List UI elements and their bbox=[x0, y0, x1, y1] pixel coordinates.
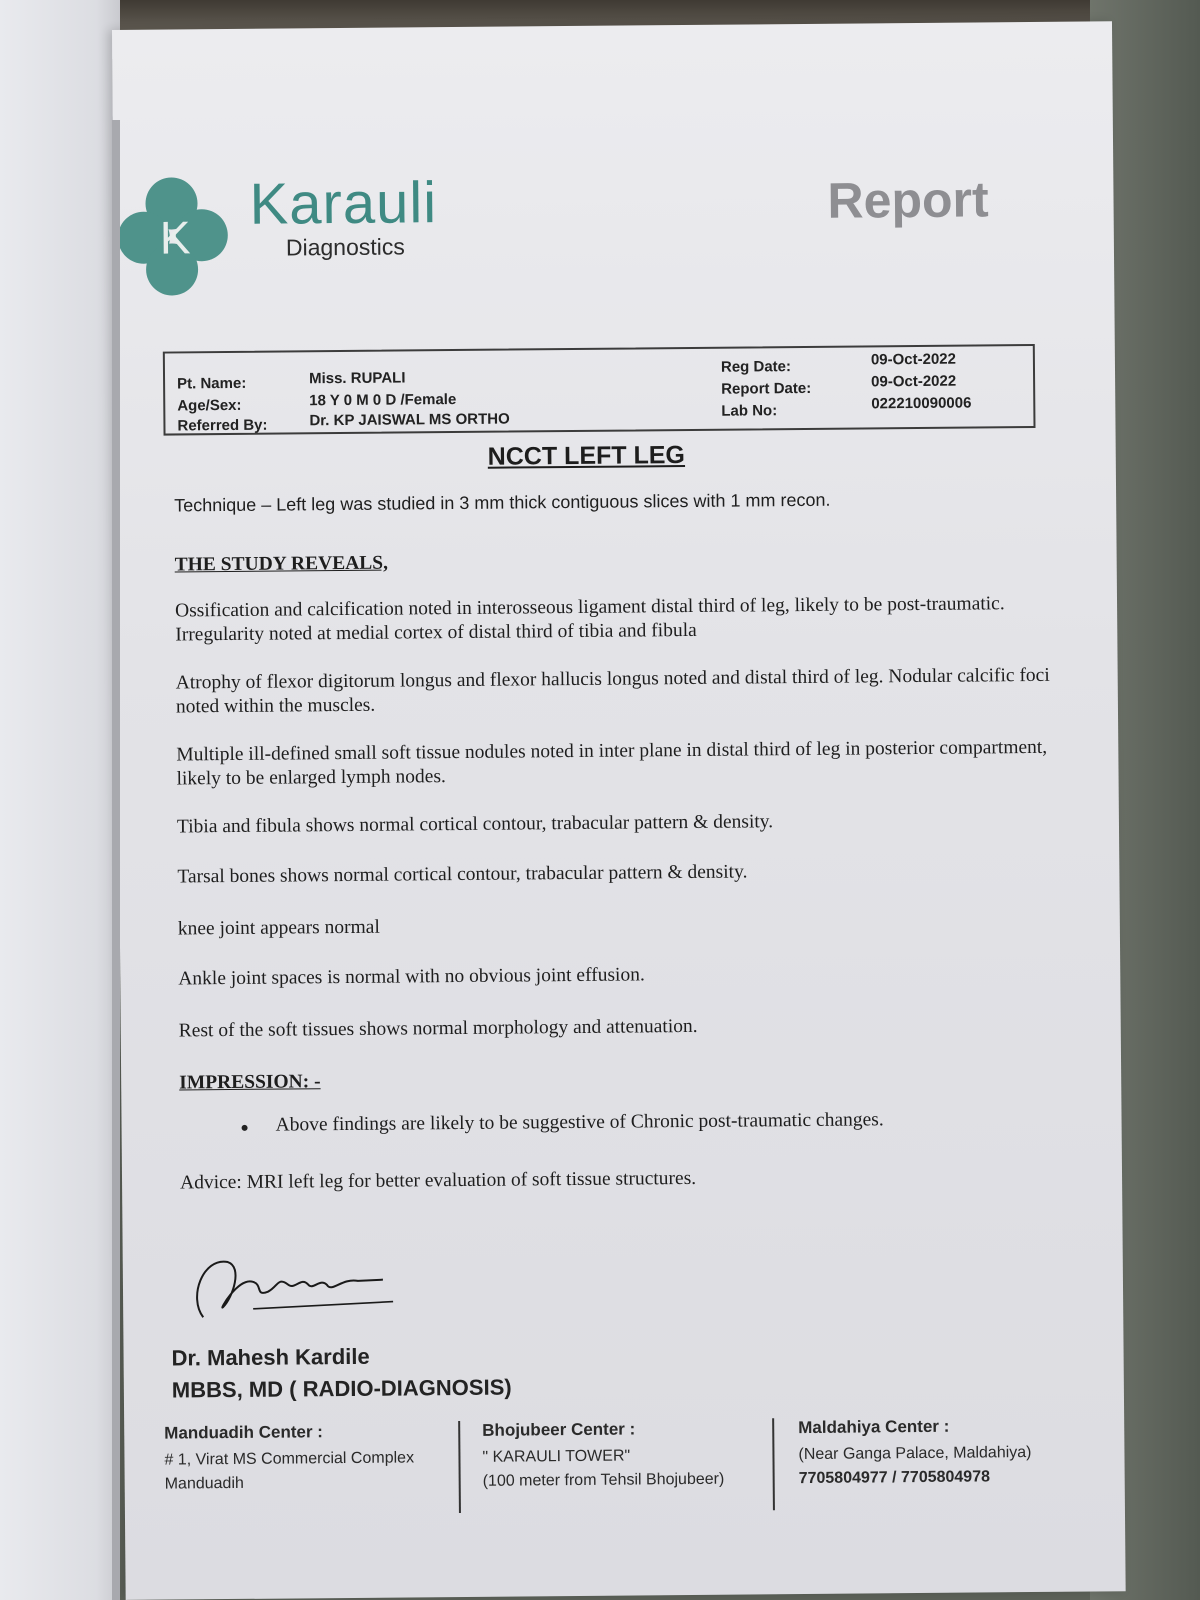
finding-1: Ossification and calcification noted in interosseous ligament distal third of leg, likely to be post-traumatic. Irregularity noted at medial cortex of distal third of tibia and fibula bbox=[174, 593, 1005, 646]
underlying-page bbox=[0, 0, 120, 1600]
patient-info-box bbox=[163, 344, 1036, 436]
finding-6: knee joint appears normal bbox=[177, 916, 380, 940]
center-line: # 1, Virat MS Commercial Complex bbox=[164, 1449, 415, 1469]
center-line: " KARAULI TOWER" bbox=[482, 1447, 631, 1466]
center-title: Manduadih Center : bbox=[164, 1422, 323, 1443]
finding-2: Atrophy of flexor digitorum longus and flexor hallucis longus noted and distal third of leg. Nodular calcific foci noted within the muscles. bbox=[175, 664, 1050, 718]
advice-text: Advice: MRI left leg for better evaluation of soft tissue structures. bbox=[179, 1167, 697, 1194]
center-phone: 7705804977 / 7705804978 bbox=[798, 1468, 991, 1488]
footer-divider bbox=[772, 1418, 775, 1510]
impression-item bbox=[241, 1108, 1061, 1136]
finding-3: Multiple ill-defined small soft tissue nodules noted in inter plane in distal third of leg in posterior compartment, likely to be enlarged lymph nodes. bbox=[176, 736, 1048, 790]
karauli-logo-icon bbox=[113, 169, 234, 300]
lab-no-label: Lab No: bbox=[721, 402, 778, 420]
svg-text:K: K bbox=[159, 211, 191, 264]
center-title: Maldahiya Center : bbox=[798, 1416, 950, 1438]
name-value: Miss. RUPALI bbox=[308, 369, 406, 388]
doctor-qualification: MBBS, MD ( RADIO-DIAGNOSIS) bbox=[171, 1374, 512, 1403]
impression-text: Above findings are likely to be suggestive of Chronic post-traumatic changes. bbox=[275, 1109, 884, 1136]
center-line: (100 meter from Tehsil Bhojubeer) bbox=[482, 1470, 725, 1490]
footer-divider bbox=[458, 1421, 461, 1513]
name-label: Pt. Name: bbox=[177, 374, 247, 393]
lab-no-value: 022210090006 bbox=[871, 394, 972, 413]
reg-date-label: Reg Date: bbox=[720, 358, 792, 376]
centers-footer bbox=[152, 1416, 1073, 1524]
page-fold-edge bbox=[112, 120, 120, 1600]
age-value: 18 Y 0 M 0 D /Female bbox=[309, 391, 457, 410]
center-maldahiya bbox=[798, 1416, 1032, 1494]
finding-5: Tarsal bones shows normal cortical contour, trabacular pattern & density. bbox=[177, 861, 748, 888]
signature-icon bbox=[183, 1236, 404, 1328]
center-manduadih bbox=[164, 1421, 414, 1499]
report-date-label: Report Date: bbox=[721, 379, 812, 398]
study-heading: THE STUDY REVEALS, bbox=[174, 552, 389, 576]
age-label: Age/Sex: bbox=[177, 396, 242, 415]
finding-4: Tibia and fibula shows normal cortical contour, trabacular pattern & density. bbox=[176, 811, 774, 838]
bullet-icon bbox=[242, 1125, 248, 1131]
report-page bbox=[112, 21, 1126, 1600]
center-line: Manduadih bbox=[164, 1474, 244, 1493]
impression-heading: IMPRESSION: - bbox=[179, 1071, 321, 1094]
finding-8: Rest of the soft tissues shows normal morphology and attenuation. bbox=[178, 1015, 698, 1042]
center-title: Bhojubeer Center : bbox=[482, 1419, 636, 1440]
brand-name: Karauli bbox=[249, 170, 438, 237]
reg-date-value: 09-Oct-2022 bbox=[870, 350, 957, 369]
finding-7: Ankle joint spaces is normal with no obvious joint effusion. bbox=[178, 964, 645, 990]
report-heading: Report bbox=[827, 171, 989, 229]
center-bhojubeer bbox=[482, 1419, 724, 1497]
center-line: (Near Ganga Palace, Maldahiya) bbox=[798, 1444, 1032, 1464]
report-title: NCCT LEFT LEG bbox=[487, 441, 686, 471]
brand-subtitle: Diagnostics bbox=[285, 233, 405, 261]
referred-label: Referred By: bbox=[177, 416, 268, 435]
report-date-value: 09-Oct-2022 bbox=[871, 372, 957, 391]
doctor-name: Dr. Mahesh Kardile bbox=[171, 1343, 370, 1371]
technique-text: Technique – Left leg was studied in 3 mm thick contiguous slices with 1 mm recon. bbox=[174, 489, 831, 516]
referred-value: Dr. KP JAISWAL MS ORTHO bbox=[309, 410, 510, 430]
